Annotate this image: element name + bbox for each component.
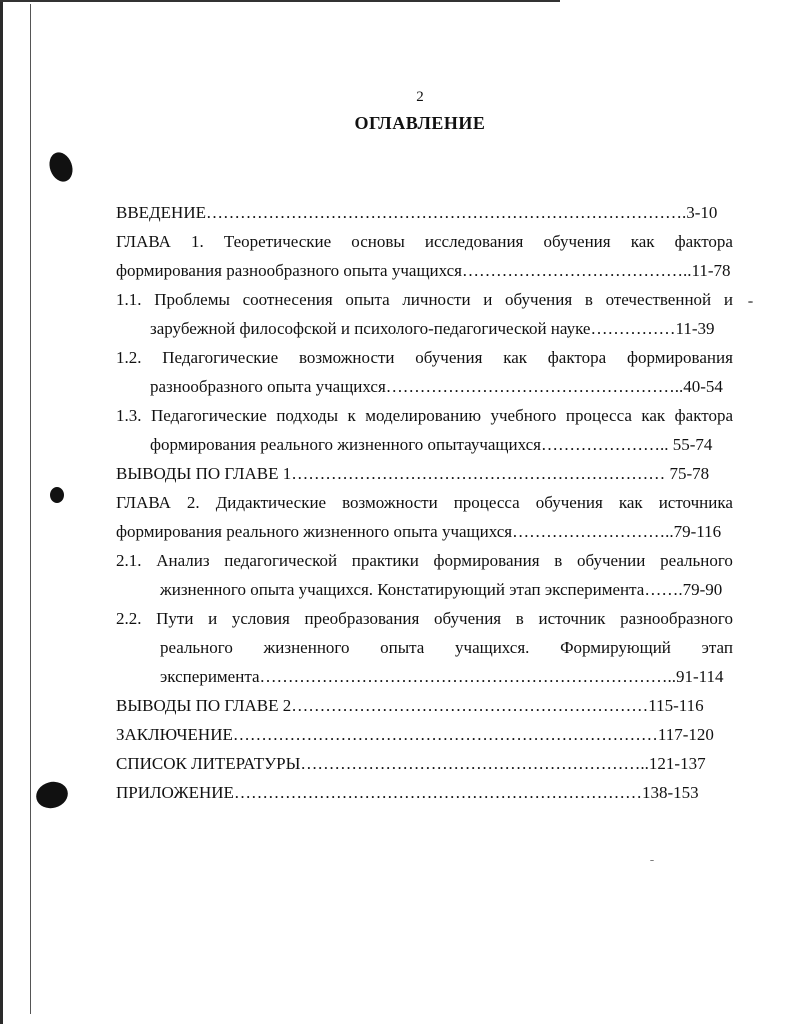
toc-word: и [483, 290, 493, 309]
scan-fold-line [30, 4, 31, 1014]
toc-word: обучения [434, 609, 502, 628]
toc-entry-appendix: ПРИЛОЖЕНИЕ………………………………………………………………138-153 [116, 783, 699, 802]
page-number: 2 [416, 89, 424, 105]
toc-word: фактора [547, 348, 607, 367]
toc-word: к [347, 406, 356, 425]
toc-word: возможности [298, 348, 395, 367]
toc-word: реального [160, 638, 233, 657]
toc-word: этап [701, 638, 733, 657]
toc-word: фактора [674, 232, 733, 251]
toc-word: подходы [276, 406, 339, 425]
toc-entry-conclusions-1: ВЫВОДЫ ПО ГЛАВЕ 1………………………………………………………… 75-78 [116, 464, 710, 483]
scan-speck [650, 860, 654, 861]
toc-entry-chapter-1-cont: формирования разнообразного опыта учащихся…………………………………..11-78 [116, 261, 731, 280]
toc-word: 1.1. [116, 290, 142, 309]
toc-word: и [208, 609, 218, 628]
toc-word: обучения [415, 348, 483, 367]
page-title: ОГЛАВЛЕНИЕ [354, 113, 486, 133]
toc-word: учебного [490, 406, 557, 425]
toc-word: ГЛАВА [116, 493, 171, 512]
toc-entry-section-1-3-cont: формирования реального жизненного опытаучащихся………………….. 55-74 [150, 435, 713, 454]
toc-entry-references: СПИСОК ЛИТЕРАТУРЫ……………………………………………………..121-137 [116, 754, 706, 773]
toc-word: Теоретические [223, 232, 332, 251]
toc-word: обучения [505, 290, 573, 309]
toc-word: Педагогические [150, 406, 267, 425]
toc-word: условия [231, 609, 290, 628]
toc-word: формирования [626, 348, 733, 367]
toc-word: разнообразного [620, 609, 733, 628]
toc-word: в [515, 609, 524, 628]
toc-word: 1.3. [116, 406, 142, 425]
toc-word: Формирующий [560, 638, 671, 657]
toc-word: 1. [191, 232, 204, 251]
toc-word: в [554, 551, 563, 570]
toc-word: возможности [342, 493, 438, 512]
toc-word: как [630, 232, 655, 251]
toc-entry-section-1-1-cont: зарубежной философской и психолого-педагогической науке……………11-39 [150, 319, 715, 338]
toc-word: ГЛАВА [116, 232, 171, 251]
toc-word: процесса [453, 493, 520, 512]
toc-word: процесса [565, 406, 632, 425]
toc-word: и [723, 290, 733, 309]
toc-word: опыта [380, 638, 425, 657]
toc-entry-chapter-2 [116, 490, 733, 516]
toc-word: источника [658, 493, 733, 512]
toc-word: исследования [424, 232, 524, 251]
toc-word: учащихся. [455, 638, 530, 657]
toc-word: в [584, 290, 593, 309]
punch-hole-middle [50, 487, 64, 503]
toc-word: отечественной [605, 290, 712, 309]
scan-edge [0, 0, 3, 1024]
toc-entry-section-2-2 [116, 606, 733, 632]
toc-entry-section-1-1 [116, 287, 733, 313]
toc-entry-section-2-1-cont: жизненного опыта учащихся. Констатирующий этап эксперимента…….79-90 [160, 580, 723, 599]
toc-word: Анализ [156, 551, 210, 570]
toc-word: 2.1. [116, 551, 142, 570]
toc-word: личности [402, 290, 471, 309]
toc-word: 1.2. [116, 348, 142, 367]
scan-edge-top [0, 0, 560, 2]
toc-word: 2. [186, 493, 200, 512]
toc-word: обучения [543, 232, 611, 251]
toc-entry-section-2-2-end: эксперимента………………………………………………………………..91-114 [160, 667, 724, 686]
toc-word: как [618, 493, 643, 512]
toc-entry-intro: ВВЕДЕНИЕ………………………………………………………………………….3-10 [116, 203, 718, 222]
toc-entry-section-1-2-cont: разнообразного опыта учащихся……………………………………………..40-54 [150, 377, 723, 396]
punch-hole-top [46, 149, 77, 185]
toc-entry-section-2-2-cont [160, 635, 733, 661]
toc-entry-chapter-2-cont: формирования реального жизненного опыта учащихся………………………..79-116 [116, 522, 722, 541]
punch-hole-bottom [33, 778, 71, 811]
toc-word: Пути [156, 609, 194, 628]
toc-word: основы [351, 232, 405, 251]
toc-word: обучении [576, 551, 646, 570]
toc-word: практики [351, 551, 419, 570]
toc-entry-conclusion: ЗАКЛЮЧЕНИЕ…………………………………………………………………117-120 [116, 725, 714, 744]
toc-entry-section-2-1 [116, 548, 733, 574]
toc-word: опыта [345, 290, 390, 309]
toc-entry-section-1-2 [116, 345, 733, 371]
toc-word: 2.2. [116, 609, 142, 628]
toc-word: формирования [433, 551, 540, 570]
toc-word: моделированию [365, 406, 482, 425]
toc-entry-section-1-3 [116, 403, 733, 429]
toc-word: как [641, 406, 666, 425]
toc-word: обучения [535, 493, 603, 512]
toc-word: источник [538, 609, 606, 628]
toc-word: педагогической [224, 551, 338, 570]
toc-word: Проблемы [154, 290, 230, 309]
toc-word: фактора [674, 406, 733, 425]
toc-word: Дидактические [215, 493, 327, 512]
toc-word: жизненного [263, 638, 350, 657]
toc-word: как [503, 348, 528, 367]
toc-entry-chapter-1 [116, 229, 733, 255]
toc-entry-conclusions-2: ВЫВОДЫ ПО ГЛАВЕ 2………………………………………………………115-116 [116, 696, 704, 715]
toc-word: Педагогические [162, 348, 279, 367]
toc-word: соотнесения [242, 290, 333, 309]
scan-speck [748, 301, 753, 303]
toc-word: преобразования [304, 609, 420, 628]
toc-word: реального [660, 551, 733, 570]
